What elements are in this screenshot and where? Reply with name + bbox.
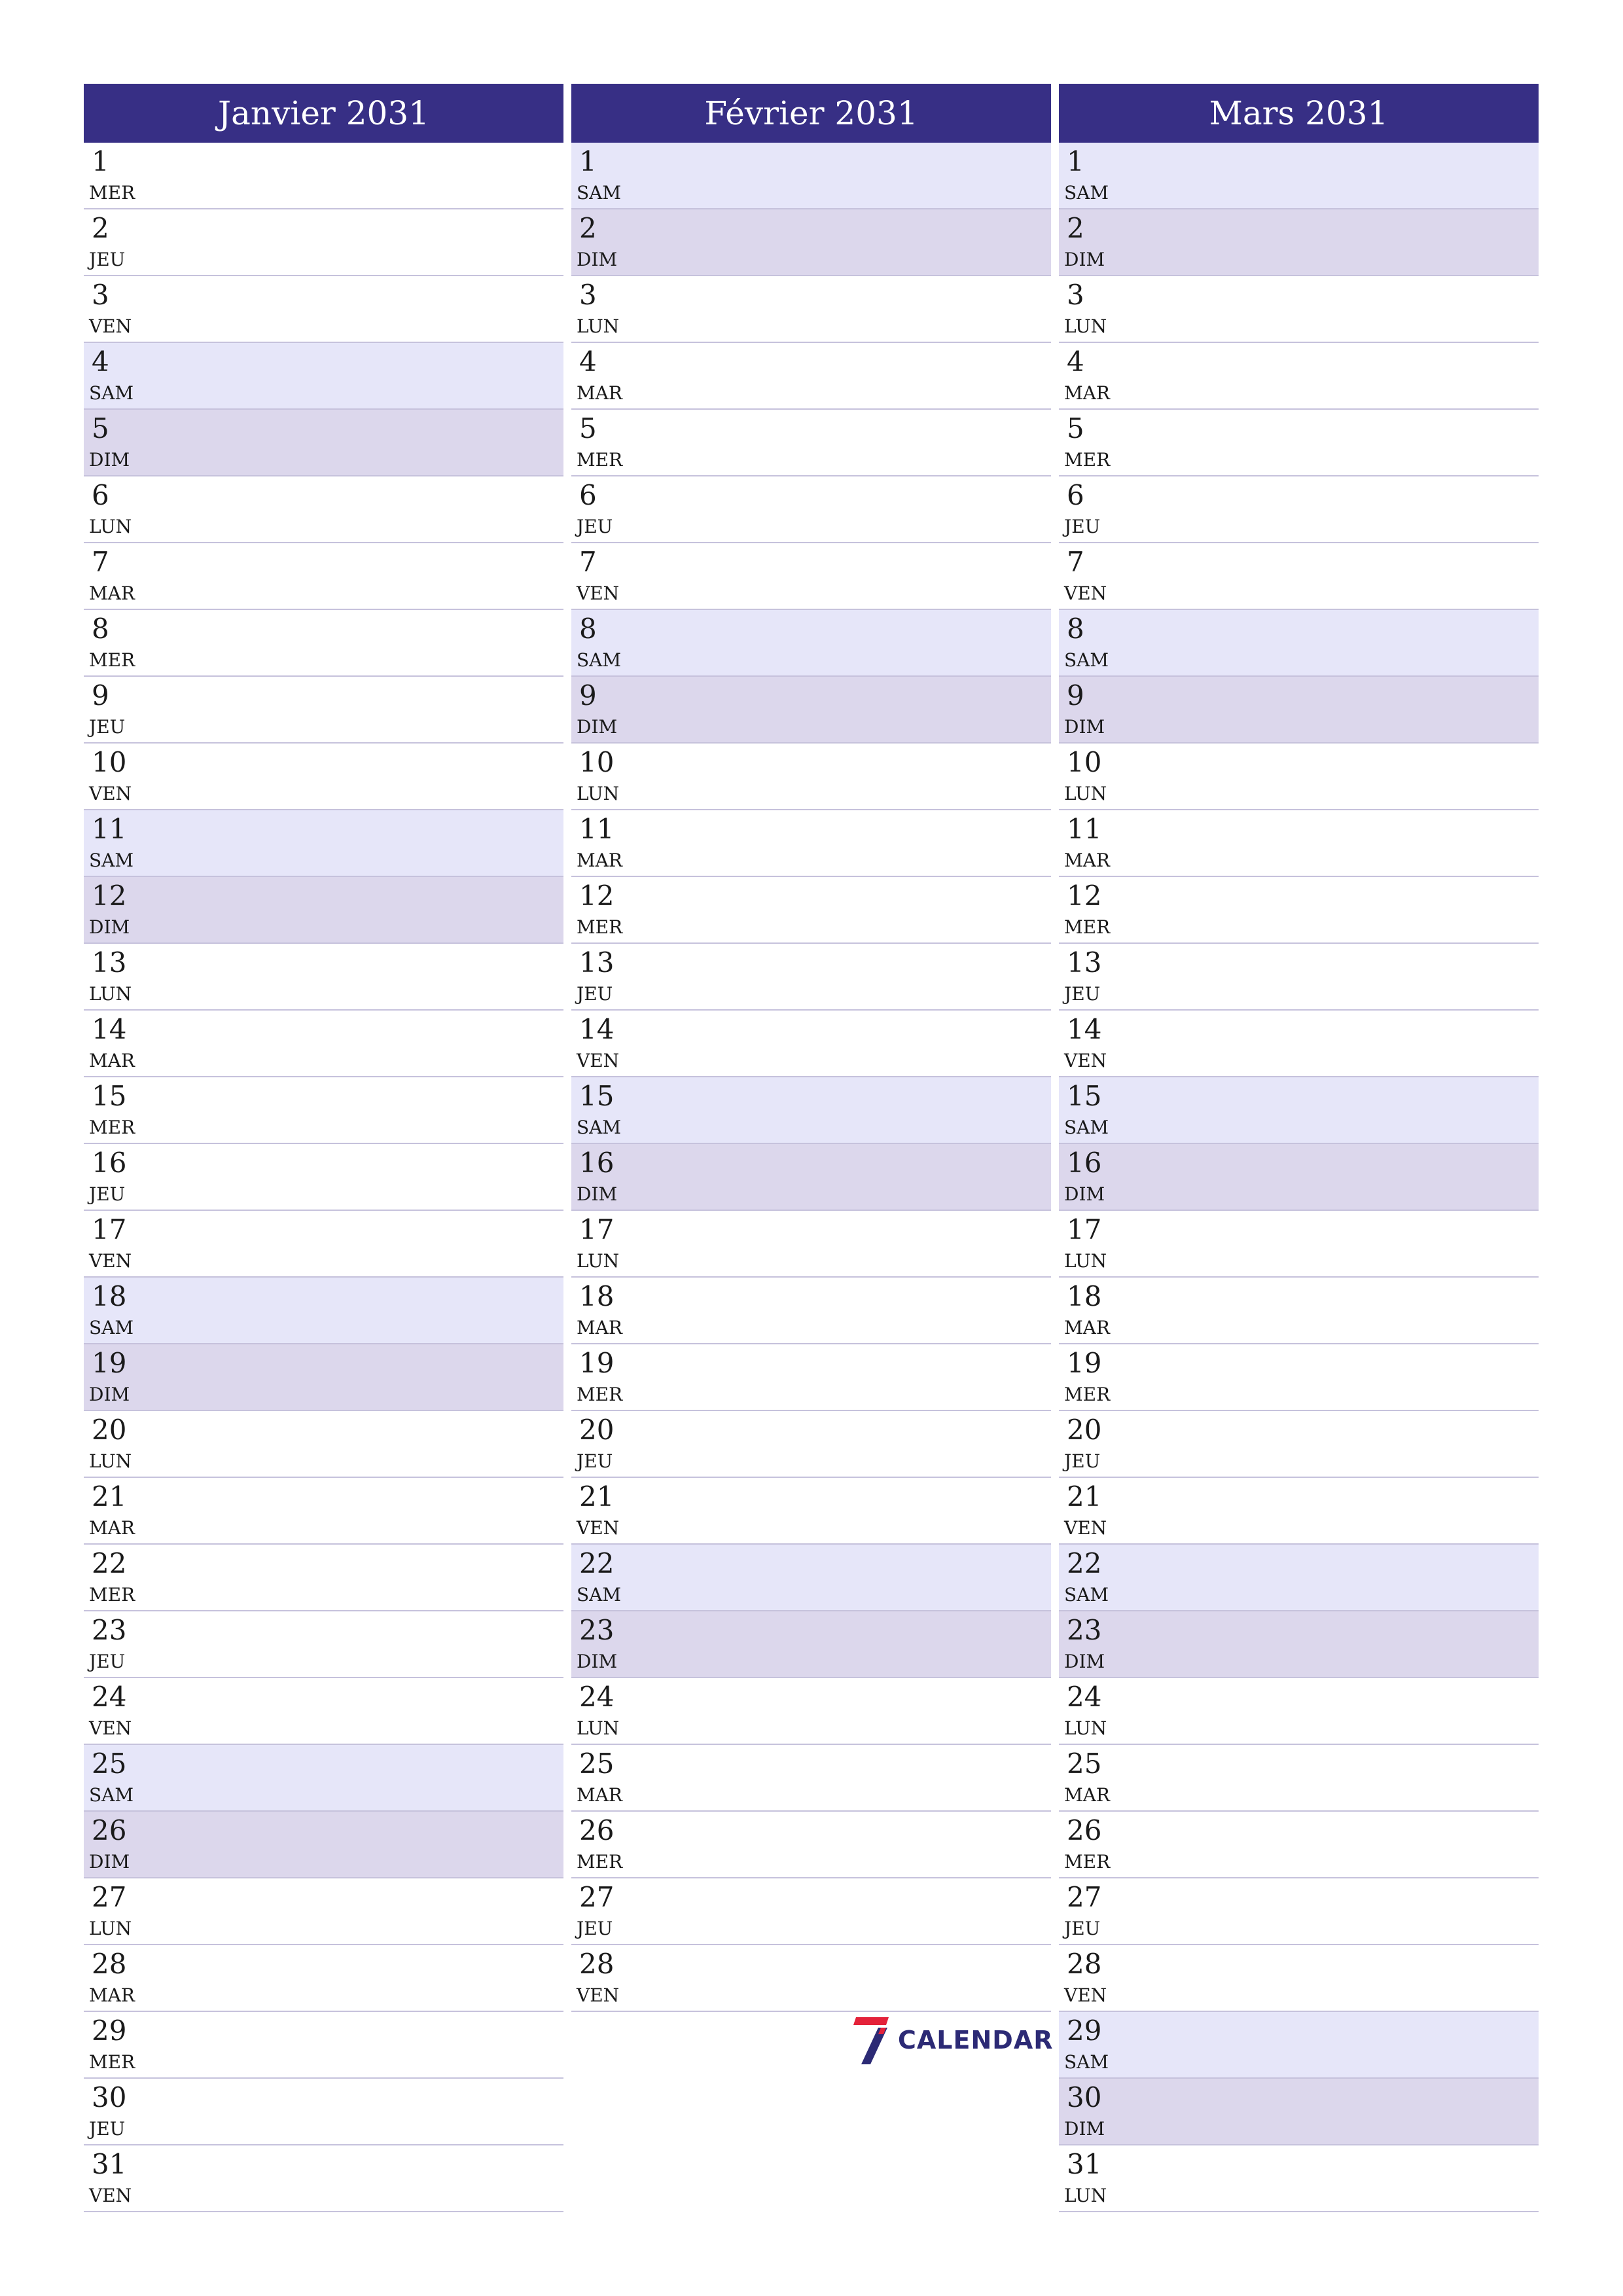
day-number: 6 [579, 479, 597, 511]
weekday-name: MER [577, 916, 623, 938]
day-number: 7 [1067, 546, 1084, 578]
weekday-name: SAM [577, 1584, 622, 1605]
day-row [571, 1211, 1051, 1278]
day-row [571, 744, 1051, 810]
weekday-name: LUN [1064, 1717, 1107, 1739]
day-row [84, 744, 563, 810]
day-row [1059, 1144, 1539, 1211]
day-number: 1 [92, 145, 109, 177]
day-number: 6 [1067, 479, 1084, 511]
day-row [1059, 1278, 1539, 1344]
day-row [84, 1545, 563, 1611]
weekday-name: JEU [1064, 1918, 1101, 1939]
day-row [84, 1411, 563, 1478]
day-number: 3 [92, 279, 109, 311]
day-row [571, 410, 1051, 476]
day-number: 22 [92, 1547, 127, 1579]
weekday-name: DIM [577, 1183, 618, 1205]
day-row [1059, 1678, 1539, 1745]
day-number: 28 [92, 1948, 127, 1980]
day-row [571, 476, 1051, 543]
day-row [1059, 1945, 1539, 2012]
day-number: 11 [1067, 813, 1102, 845]
day-number: 7 [92, 546, 109, 578]
day-row [84, 2145, 563, 2212]
day-number: 4 [579, 346, 597, 378]
day-number: 20 [1067, 1414, 1102, 1446]
day-number: 5 [579, 412, 597, 444]
weekday-name: SAM [89, 382, 134, 404]
weekday-name: SAM [1064, 1584, 1109, 1605]
weekday-name: SAM [1064, 649, 1109, 671]
weekday-name: MAR [89, 1984, 135, 2006]
day-row [84, 610, 563, 677]
day-row [1059, 2079, 1539, 2145]
day-number: 9 [92, 679, 109, 711]
weekday-name: JEU [1064, 516, 1101, 537]
day-number: 28 [579, 1948, 615, 1980]
day-row [1059, 410, 1539, 476]
day-list [84, 143, 563, 2212]
day-number: 10 [1067, 746, 1102, 778]
day-number: 24 [1067, 1681, 1102, 1713]
weekday-name: LUN [1064, 1250, 1107, 1272]
day-number: 27 [579, 1881, 615, 1913]
day-row [571, 610, 1051, 677]
day-number: 21 [92, 1480, 127, 1513]
weekday-name: MAR [89, 1050, 135, 1071]
day-row [84, 1211, 563, 1278]
day-row [1059, 476, 1539, 543]
day-number: 17 [92, 1213, 127, 1246]
day-number: 12 [579, 880, 615, 912]
day-number: 27 [92, 1881, 127, 1913]
day-row [1059, 1611, 1539, 1678]
day-row [84, 1812, 563, 1878]
weekday-name: VEN [577, 1050, 620, 1071]
weekday-name: JEU [577, 1918, 613, 1939]
day-row [571, 1878, 1051, 1945]
day-row [84, 343, 563, 410]
day-row [1059, 1878, 1539, 1945]
weekday-name: VEN [1064, 1050, 1107, 1071]
day-row [84, 543, 563, 610]
day-number: 2 [92, 212, 109, 244]
day-row [1059, 343, 1539, 410]
day-row [1059, 944, 1539, 1011]
day-number: 3 [579, 279, 597, 311]
day-row [1059, 2012, 1539, 2079]
day-number: 15 [1067, 1080, 1102, 1112]
day-row [571, 209, 1051, 276]
weekday-name: DIM [577, 249, 618, 270]
weekday-name: LUN [89, 1918, 132, 1939]
day-number: 23 [1067, 1614, 1102, 1646]
day-list [571, 143, 1051, 2012]
day-number: 14 [92, 1013, 127, 1045]
day-number: 31 [92, 2148, 127, 2180]
day-number: 22 [579, 1547, 615, 1579]
day-number: 5 [92, 412, 109, 444]
weekday-name: LUN [577, 1717, 620, 1739]
weekday-name: DIM [577, 1651, 618, 1672]
day-number: 13 [92, 946, 127, 978]
weekday-name: MAR [1064, 1317, 1110, 1338]
weekday-name: VEN [577, 1984, 620, 2006]
weekday-name: LUN [1064, 783, 1107, 804]
day-number: 18 [92, 1280, 127, 1312]
weekday-name: JEU [577, 983, 613, 1005]
day-number: 29 [1067, 2015, 1102, 2047]
day-number: 8 [92, 613, 109, 645]
weekday-name: MAR [577, 1784, 622, 1806]
day-number: 11 [92, 813, 127, 845]
day-row [84, 810, 563, 877]
day-row [571, 1611, 1051, 1678]
day-row [1059, 1211, 1539, 1278]
day-number: 2 [1067, 212, 1084, 244]
weekday-name: JEU [89, 2118, 126, 2140]
weekday-name: LUN [577, 1250, 620, 1272]
weekday-name: MER [89, 649, 135, 671]
day-number: 24 [92, 1681, 127, 1713]
day-row [1059, 276, 1539, 343]
weekday-name: JEU [1064, 1450, 1101, 1472]
day-row [1059, 1011, 1539, 1077]
day-row [1059, 543, 1539, 610]
day-number: 31 [1067, 2148, 1102, 2180]
day-number: 27 [1067, 1881, 1102, 1913]
day-number: 22 [1067, 1547, 1102, 1579]
weekday-name: MER [1064, 1851, 1111, 1873]
weekday-name: MER [577, 449, 623, 471]
weekday-name: DIM [1064, 1651, 1105, 1672]
month-title: Janvier 2031 [84, 84, 563, 143]
day-row [571, 1278, 1051, 1344]
day-row [571, 1545, 1051, 1611]
day-row [84, 1011, 563, 1077]
day-row [571, 343, 1051, 410]
day-number: 16 [1067, 1147, 1102, 1179]
weekday-name: VEN [577, 583, 620, 604]
day-row [1059, 1077, 1539, 1144]
weekday-name: MER [577, 1384, 623, 1405]
day-number: 1 [579, 145, 597, 177]
weekday-name: DIM [1064, 716, 1105, 738]
day-number: 12 [1067, 880, 1102, 912]
day-row [1059, 677, 1539, 744]
day-number: 2 [579, 212, 597, 244]
day-row [571, 1945, 1051, 2012]
day-row [84, 209, 563, 276]
weekday-name: MAR [1064, 1784, 1110, 1806]
weekday-name: SAM [1064, 2051, 1109, 2073]
day-number: 6 [92, 479, 109, 511]
day-number: 12 [92, 880, 127, 912]
day-number: 16 [579, 1147, 615, 1179]
day-row [571, 276, 1051, 343]
day-number: 8 [579, 613, 597, 645]
day-number: 25 [92, 1748, 127, 1780]
day-row [84, 944, 563, 1011]
weekday-name: MER [577, 1851, 623, 1873]
day-row [84, 1878, 563, 1945]
weekday-name: MER [89, 182, 135, 204]
day-row [571, 944, 1051, 1011]
day-row [571, 1812, 1051, 1878]
seven-calendar-logo-icon [851, 2015, 890, 2066]
weekday-name: VEN [1064, 1984, 1107, 2006]
day-row [84, 476, 563, 543]
day-row [84, 1478, 563, 1545]
day-number: 28 [1067, 1948, 1102, 1980]
day-row [571, 1478, 1051, 1545]
day-row [571, 143, 1051, 209]
day-row [571, 1411, 1051, 1478]
day-number: 21 [1067, 1480, 1102, 1513]
weekday-name: LUN [89, 983, 132, 1005]
weekday-name: VEN [89, 1250, 132, 1272]
day-number: 19 [579, 1347, 615, 1379]
day-row [84, 410, 563, 476]
month-column-february [571, 84, 1051, 2012]
day-number: 20 [579, 1414, 615, 1446]
weekday-name: SAM [577, 649, 622, 671]
weekday-name: DIM [577, 716, 618, 738]
weekday-name: MER [89, 1584, 135, 1605]
day-row [571, 810, 1051, 877]
weekday-name: JEU [577, 1450, 613, 1472]
day-number: 8 [1067, 613, 1084, 645]
day-number: 20 [92, 1414, 127, 1446]
weekday-name: SAM [89, 850, 134, 871]
day-row [84, 677, 563, 744]
day-number: 5 [1067, 412, 1084, 444]
weekday-name: JEU [89, 1183, 126, 1205]
day-row [1059, 1545, 1539, 1611]
weekday-name: SAM [577, 1117, 622, 1138]
brand-logo [851, 2015, 1053, 2066]
weekday-name: MAR [577, 382, 622, 404]
day-number: 7 [579, 546, 597, 578]
day-number: 19 [92, 1347, 127, 1379]
day-row [571, 1144, 1051, 1211]
day-number: 23 [579, 1614, 615, 1646]
weekday-name: JEU [89, 716, 126, 738]
weekday-name: MAR [577, 850, 622, 871]
weekday-name: VEN [89, 783, 132, 804]
weekday-name: VEN [89, 315, 132, 337]
weekday-name: JEU [577, 516, 613, 537]
day-row [571, 877, 1051, 944]
day-row [84, 1745, 563, 1812]
day-number: 30 [1067, 2081, 1102, 2113]
day-number: 26 [92, 1814, 127, 1846]
day-row [84, 1945, 563, 2012]
day-row [1059, 744, 1539, 810]
day-number: 18 [579, 1280, 615, 1312]
weekday-name: LUN [577, 315, 620, 337]
weekday-name: LUN [89, 1450, 132, 1472]
day-row [84, 2012, 563, 2079]
day-row [571, 543, 1051, 610]
day-number: 10 [579, 746, 615, 778]
day-row [571, 1011, 1051, 1077]
day-row [1059, 1745, 1539, 1812]
day-number: 13 [1067, 946, 1102, 978]
month-title: Mars 2031 [1059, 84, 1539, 143]
day-number: 10 [92, 746, 127, 778]
day-row [84, 1144, 563, 1211]
weekday-name: JEU [89, 249, 126, 270]
weekday-name: DIM [89, 1851, 130, 1873]
day-number: 17 [579, 1213, 615, 1246]
weekday-name: MER [89, 2051, 135, 2073]
weekday-name: VEN [89, 2185, 132, 2206]
month-column-january [84, 84, 563, 2212]
weekday-name: LUN [577, 783, 620, 804]
day-row [84, 143, 563, 209]
day-row [84, 1077, 563, 1144]
day-number: 15 [92, 1080, 127, 1112]
logo-text: CALENDAR [898, 2026, 1054, 2054]
day-number: 29 [92, 2015, 127, 2047]
weekday-name: DIM [89, 916, 130, 938]
weekday-name: SAM [1064, 182, 1109, 204]
day-number: 26 [579, 1814, 615, 1846]
day-row [1059, 209, 1539, 276]
day-number: 23 [92, 1614, 127, 1646]
day-row [1059, 1812, 1539, 1878]
day-number: 15 [579, 1080, 615, 1112]
weekday-name: JEU [1064, 983, 1101, 1005]
weekday-name: VEN [577, 1517, 620, 1539]
day-number: 4 [92, 346, 109, 378]
day-row [84, 2079, 563, 2145]
weekday-name: DIM [89, 1384, 130, 1405]
day-row [571, 1678, 1051, 1745]
weekday-name: LUN [1064, 2185, 1107, 2206]
weekday-name: MAR [89, 583, 135, 604]
day-row [84, 276, 563, 343]
day-number: 3 [1067, 279, 1084, 311]
day-row [1059, 1478, 1539, 1545]
weekday-name: DIM [1064, 2118, 1105, 2140]
day-row [1059, 2145, 1539, 2212]
weekday-name: MER [89, 1117, 135, 1138]
day-number: 11 [579, 813, 615, 845]
weekday-name: DIM [89, 449, 130, 471]
day-number: 1 [1067, 145, 1084, 177]
day-number: 26 [1067, 1814, 1102, 1846]
day-row [1059, 610, 1539, 677]
day-number: 4 [1067, 346, 1084, 378]
weekday-name: MAR [89, 1517, 135, 1539]
day-row [571, 1077, 1051, 1144]
weekday-name: DIM [1064, 1183, 1105, 1205]
day-row [1059, 1344, 1539, 1411]
day-row [1059, 1411, 1539, 1478]
weekday-name: MER [1064, 449, 1111, 471]
day-number: 14 [579, 1013, 615, 1045]
day-list [1059, 143, 1539, 2212]
day-number: 14 [1067, 1013, 1102, 1045]
weekday-name: SAM [89, 1317, 134, 1338]
day-row [571, 1344, 1051, 1411]
weekday-name: MAR [577, 1317, 622, 1338]
day-number: 17 [1067, 1213, 1102, 1246]
weekday-name: SAM [1064, 1117, 1109, 1138]
day-row [1059, 810, 1539, 877]
day-number: 16 [92, 1147, 127, 1179]
day-number: 24 [579, 1681, 615, 1713]
weekday-name: MAR [1064, 850, 1110, 871]
weekday-name: VEN [89, 1717, 132, 1739]
day-row [571, 1745, 1051, 1812]
day-number: 9 [579, 679, 597, 711]
weekday-name: SAM [577, 182, 622, 204]
weekday-name: MAR [1064, 382, 1110, 404]
month-column-march [1059, 84, 1539, 2212]
day-row [84, 1344, 563, 1411]
day-row [84, 877, 563, 944]
day-number: 25 [1067, 1748, 1102, 1780]
day-number: 9 [1067, 679, 1084, 711]
day-row [84, 1278, 563, 1344]
weekday-name: LUN [89, 516, 132, 537]
day-row [1059, 877, 1539, 944]
weekday-name: JEU [89, 1651, 126, 1672]
weekday-name: SAM [89, 1784, 134, 1806]
month-title: Février 2031 [571, 84, 1051, 143]
weekday-name: VEN [1064, 1517, 1107, 1539]
day-number: 13 [579, 946, 615, 978]
day-number: 21 [579, 1480, 615, 1513]
weekday-name: MER [1064, 1384, 1111, 1405]
weekday-name: DIM [1064, 249, 1105, 270]
day-number: 30 [92, 2081, 127, 2113]
day-row [571, 677, 1051, 744]
day-row [1059, 143, 1539, 209]
day-row [84, 1611, 563, 1678]
day-number: 25 [579, 1748, 615, 1780]
day-row [84, 1678, 563, 1745]
day-number: 18 [1067, 1280, 1102, 1312]
weekday-name: MER [1064, 916, 1111, 938]
weekday-name: LUN [1064, 315, 1107, 337]
weekday-name: VEN [1064, 583, 1107, 604]
day-number: 19 [1067, 1347, 1102, 1379]
